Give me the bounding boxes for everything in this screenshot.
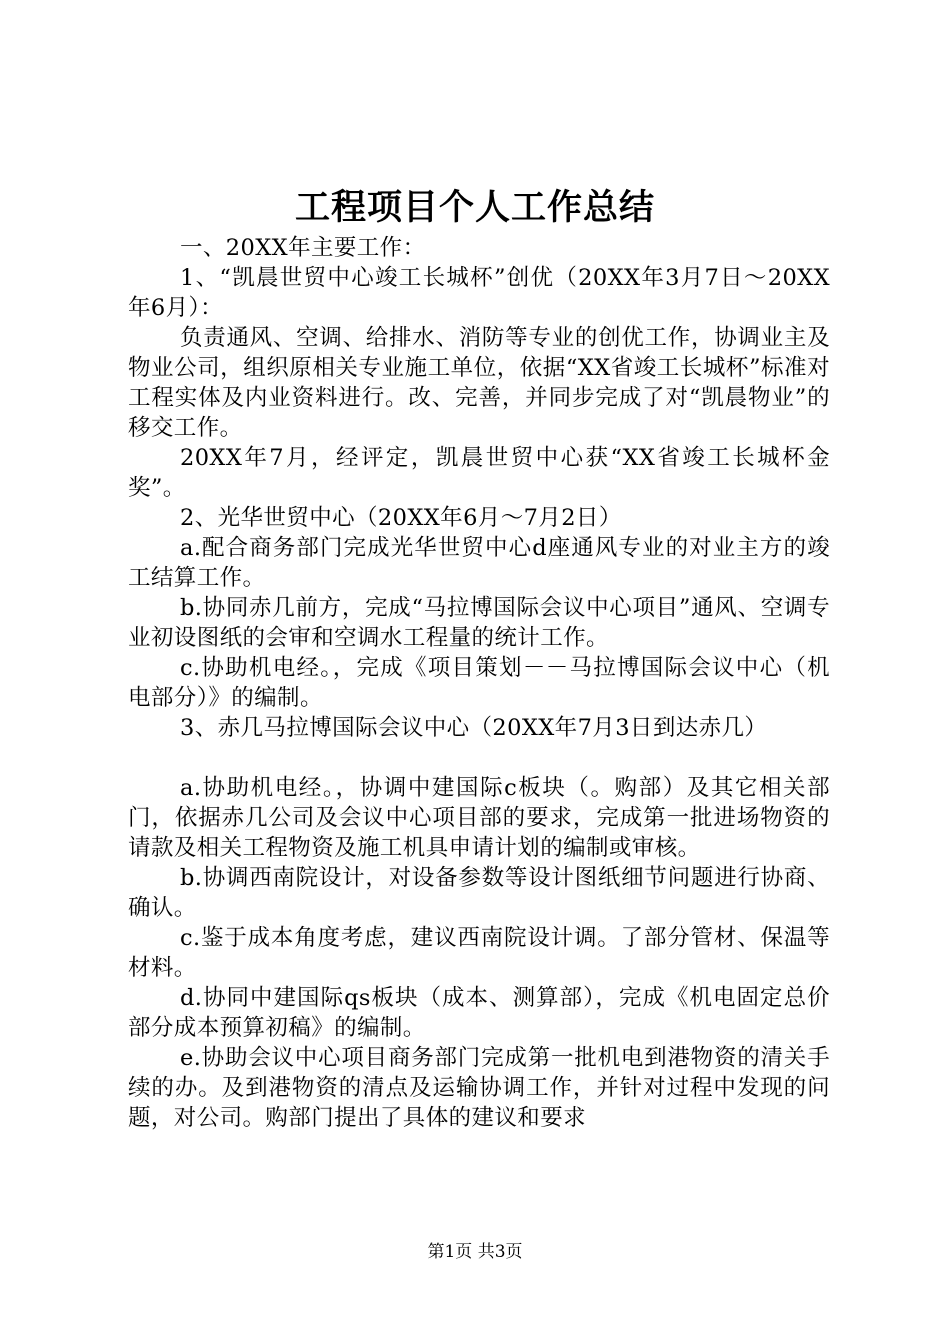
paragraph-item-3-heading: 3、赤几马拉博国际会议中心（20XX年7月3日到达赤几） xyxy=(180,715,768,741)
paragraph-item-3-b: b.协调西南院设计，对设备参数等设计图纸细节问题进行协商、确认。 xyxy=(128,865,830,921)
paragraph-item-1-body: 负责通风、空调、给排水、消防等专业的创优工作，协调业主及物业公司，组织原相关专业施工单位，依据“XX省竣工长城杯”标准对工程实体及内业资料进行。改、完善，并同步完成了对“凯晨物业”的移交工作。 xyxy=(128,325,830,441)
document-body xyxy=(128,233,830,1133)
paragraph-item-3-d: d.协同中建国际qs板块（成本、测算部），完成《机电固定总价部分成本预算初稿》的编制。 xyxy=(128,985,830,1041)
page-number-footer: 第1页 共3页 xyxy=(427,1242,523,1262)
paragraph-item-1-heading: 1、“凯晨世贸中心竣工长城杯”创优（20XX年3月7日～20XX年6月）： xyxy=(128,265,830,321)
paragraph-item-3-a: a.协助机电经。，协调中建国际c板块（。购部）及其它相关部门，依据赤几公司及会议中心项目部的要求，完成第一批进场物资的请款及相关工程物资及施工机具申请计划的编制或审核。 xyxy=(128,775,830,861)
paragraph-item-2-heading: 2、光华世贸中心（20XX年6月～7月2日） xyxy=(180,505,622,531)
paragraph-section-heading: 一、20XX年主要工作： xyxy=(180,235,426,261)
paragraph-item-1-result: 20XX年7月，经评定，凯晨世贸中心获“XX省竣工长城杯金奖”。 xyxy=(128,445,830,501)
document-title: 工程项目个人工作总结 xyxy=(294,188,655,228)
paragraph-item-2-b: b.协同赤几前方，完成“马拉博国际会议中心项目”通风、空调专业初设图纸的会审和空调水工程量的统计工作。 xyxy=(128,595,830,651)
paragraph-item-2-c: c.协助机电经。，完成《项目策划－－马拉博国际会议中心（机电部分）》的编制。 xyxy=(128,655,830,711)
paragraph-item-3-c: c.鉴于成本角度考虑，建议西南院设计调。了部分管材、保温等材料。 xyxy=(128,925,830,981)
paragraph-item-2-a: a.配合商务部门完成光华世贸中心d座通风专业的对业主方的竣工结算工作。 xyxy=(128,535,830,591)
paragraph-item-3-e: e.协助会议中心项目商务部门完成第一批机电到港物资的清关手续的办。及到港物资的清点及运输协调工作，并针对过程中发现的问题，对公司。购部门提出了具体的建议和要求 xyxy=(128,1045,830,1131)
